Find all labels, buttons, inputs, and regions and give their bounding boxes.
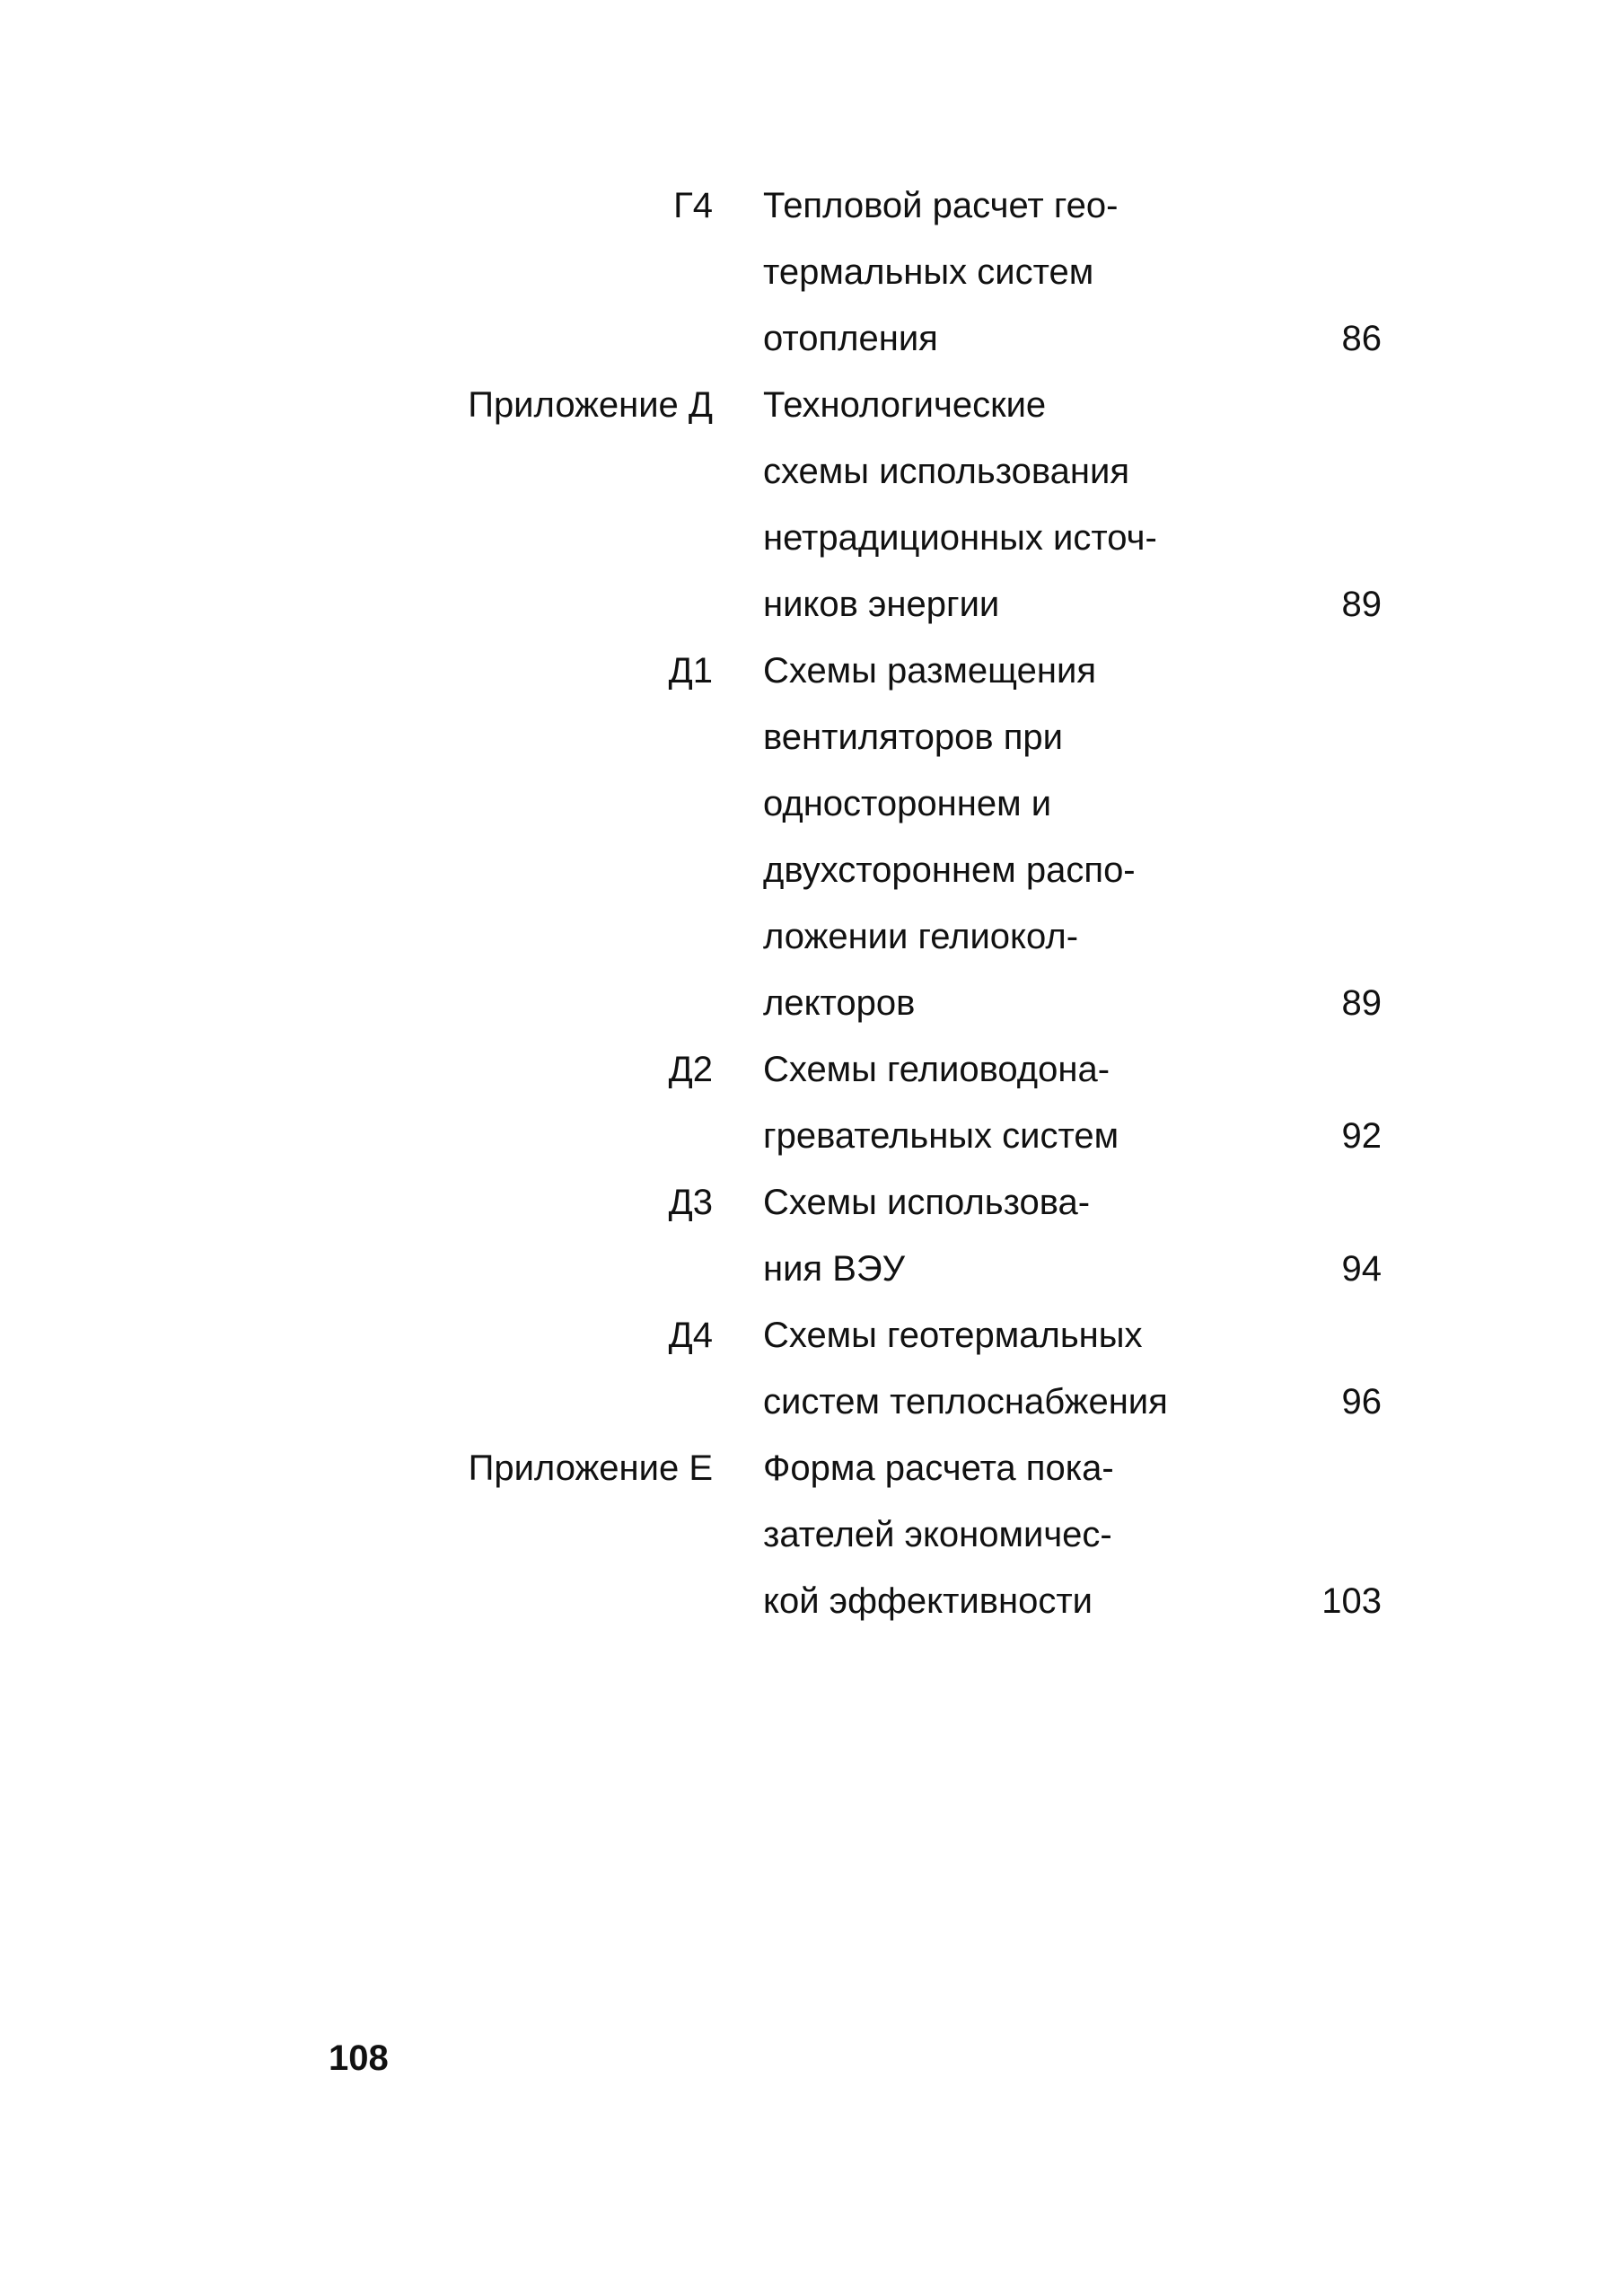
toc-entry-title-line: Форма расчета пока- [763, 1448, 1114, 1488]
toc-entry-title-line: зателей экономичес- [763, 1515, 1112, 1554]
toc-entry-page-number: 92 [1341, 1116, 1382, 1156]
toc-entry-label: Д4 [668, 1316, 713, 1355]
toc-entry-title-line: ников энергии [763, 585, 1000, 624]
toc-entry-label: Д3 [668, 1183, 713, 1222]
toc-entry-title-line: Схемы использова- [763, 1183, 1091, 1222]
toc-entry-page-number: 94 [1341, 1249, 1382, 1289]
toc-entry-title [763, 638, 1230, 1036]
toc-entry-page-number: 96 [1341, 1382, 1382, 1422]
toc-entry-title-line: Схемы геотермальных [763, 1316, 1143, 1355]
toc-entry-appendix-d [0, 372, 1624, 638]
toc-entry-title-line: термальных систем [763, 252, 1094, 292]
toc-entry-title-line: Технологические [763, 385, 1047, 425]
toc-entry-title-line: Схемы гелиоводона- [763, 1050, 1110, 1089]
toc-entry-page-number: 86 [1341, 319, 1382, 358]
toc-entry-appendix-e [0, 1435, 1624, 1634]
toc-entry-title [763, 1302, 1230, 1435]
toc-entry-title-line: отопления [763, 319, 938, 358]
toc-entry-d1 [0, 638, 1624, 1036]
toc-entry-d2 [0, 1036, 1624, 1169]
toc-entry-label: Д1 [668, 651, 713, 691]
table-of-contents [0, 172, 1624, 1634]
page-number-footer: 108 [329, 2038, 389, 2078]
toc-entry-title-line: кой эффективности [763, 1581, 1093, 1621]
toc-entry-title-line: Тепловой расчет гео- [763, 186, 1119, 225]
toc-entry-title-line: вентиляторов при [763, 717, 1064, 757]
toc-entry-title [763, 1435, 1230, 1634]
toc-entry-d4 [0, 1302, 1624, 1435]
toc-entry-page-number: 103 [1321, 1581, 1382, 1621]
toc-entry-title [763, 1036, 1230, 1169]
toc-entry-title-line: ложении гелиокол- [763, 917, 1079, 956]
toc-entry-title [763, 372, 1230, 638]
toc-entry-page-number: 89 [1341, 983, 1382, 1023]
toc-entry-title-line: одностороннем и [763, 784, 1052, 823]
toc-entry-title-line: двухстороннем распо- [763, 850, 1136, 890]
toc-entry-label: Приложение Д [468, 385, 713, 425]
toc-entry-label: Д2 [668, 1050, 713, 1089]
toc-entry-label: Г4 [673, 186, 713, 225]
toc-entry-label: Приложение Е [468, 1448, 713, 1488]
toc-entry-title-line: схемы использования [763, 452, 1129, 491]
toc-entry-title-line: систем теплоснабжения [763, 1382, 1168, 1422]
toc-entry-title-line: Схемы размещения [763, 651, 1096, 691]
toc-entry-title [763, 172, 1230, 372]
toc-entry-title-line: нетрадиционных источ- [763, 518, 1157, 558]
toc-entry-title-line: ния ВЭУ [763, 1249, 906, 1289]
toc-entry-title-line: гревательных систем [763, 1116, 1119, 1156]
toc-entry-title-line: лекторов [763, 983, 916, 1023]
toc-entry-g4 [0, 172, 1624, 372]
toc-entry-d3 [0, 1169, 1624, 1302]
toc-entry-page-number: 89 [1341, 585, 1382, 624]
toc-entry-title [763, 1169, 1230, 1302]
